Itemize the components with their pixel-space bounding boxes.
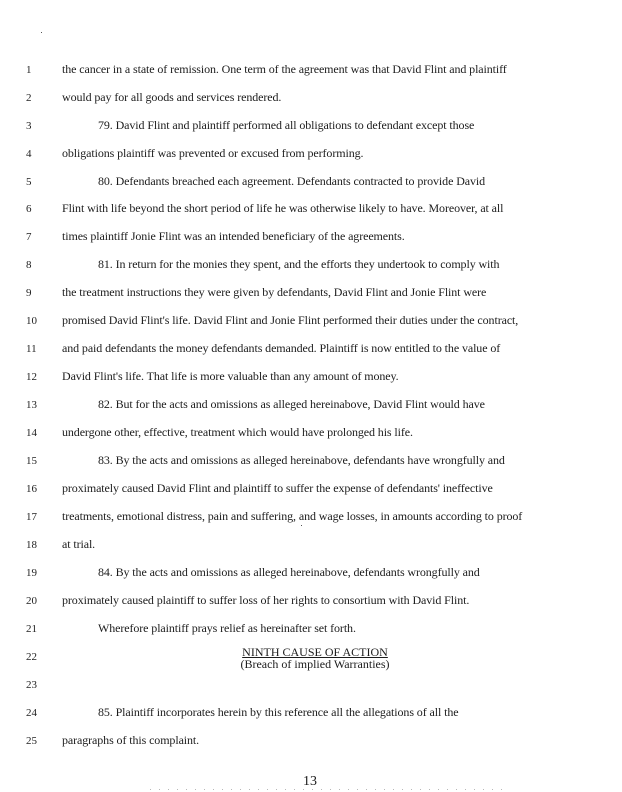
line-number: 24 (26, 707, 37, 719)
section-heading-subtitle: (Breach of implied Warranties) (240, 657, 390, 671)
line-number: 25 (26, 735, 37, 747)
line-number: 21 (26, 623, 37, 635)
body-text-line: obligations plaintiff was prevented or excused from performing. (62, 146, 364, 160)
body-text-line: treatments, emotional distress, pain and suffering, and wage losses, in amounts according to proof (62, 509, 523, 523)
body-text-line: the cancer in a state of remission. One term of the agreement was that David Flint and plaintiff (62, 62, 507, 76)
body-text-line: promised David Flint's life. David Flint and Jonie Flint performed their duties under the contract, (62, 313, 519, 327)
line-number: 20 (26, 595, 37, 607)
body-text-line: proximately caused plaintiff to suffer loss of her rights to consortium with David Flint. (62, 593, 470, 607)
line-number: 10 (26, 315, 37, 327)
body-text-line: proximately caused David Flint and plaintiff to suffer the expense of defendants' ineffective (62, 481, 493, 495)
line-number: 18 (26, 539, 37, 551)
body-text-line: undergone other, effective, treatment which would have prolonged his life. (62, 425, 413, 439)
body-text-line: paragraphs of this complaint. (62, 733, 200, 747)
body-text-line: 84. By the acts and omissions as alleged hereinabove, defendants wrongfully and (98, 565, 480, 579)
body-text-line: 80. Defendants breached each agreement. Defendants contracted to provide David (98, 174, 486, 188)
body-text-line: 85. Plaintiff incorporates herein by this reference all the allegations of all the (98, 705, 459, 719)
line-number: 19 (26, 567, 37, 579)
line-number: 2 (26, 92, 32, 104)
line-number: 5 (26, 176, 32, 188)
line-number: 22 (26, 651, 37, 663)
page-number: 13 (303, 774, 317, 789)
line-number: 23 (26, 679, 37, 691)
body-text-line: David Flint's life. That life is more valuable than any amount of money. (62, 369, 399, 383)
line-number: 4 (26, 148, 32, 160)
line-number: 3 (26, 120, 32, 132)
body-text-line: times plaintiff Jonie Flint was an intended beneficiary of the agreements. (62, 229, 405, 243)
line-number: 16 (26, 483, 37, 495)
scan-speck (41, 32, 42, 33)
scan-edge-dots (150, 789, 510, 790)
body-text-line: the treatment instructions they were given by defendants, David Flint and Jonie Flint were (62, 285, 487, 299)
body-text-line: at trial. (62, 537, 96, 551)
scan-speck (301, 525, 302, 526)
section-heading (195, 646, 435, 670)
line-number: 12 (26, 371, 37, 383)
body-text-line: 83. By the acts and omissions as alleged hereinabove, defendants have wrongfully and (98, 453, 505, 467)
line-number: 17 (26, 511, 37, 523)
line-number: 15 (26, 455, 37, 467)
line-number: 14 (26, 427, 37, 439)
line-number: 9 (26, 287, 32, 299)
line-number: 13 (26, 399, 37, 411)
body-text-line: 81. In return for the monies they spent, and the efforts they undertook to comply with (98, 257, 500, 271)
body-text-line: would pay for all goods and services rendered. (62, 90, 282, 104)
line-number: 7 (26, 231, 32, 243)
body-text-line: Flint with life beyond the short period of life he was otherwise likely to have. Moreover, at all (62, 201, 504, 215)
line-number: 1 (26, 64, 32, 76)
body-text-line: 79. David Flint and plaintiff performed all obligations to defendant except those (98, 118, 475, 132)
section-heading-title: NINTH CAUSE OF ACTION (242, 645, 388, 659)
body-text-line: Wherefore plaintiff prays relief as hereinafter set forth. (98, 621, 356, 635)
line-number: 8 (26, 259, 32, 271)
body-text-line: and paid defendants the money defendants demanded. Plaintiff is now entitled to the value of (62, 341, 501, 355)
line-number: 6 (26, 203, 32, 215)
body-text-line: 82. But for the acts and omissions as alleged hereinabove, David Flint would have (98, 397, 485, 411)
line-number: 11 (26, 343, 37, 355)
